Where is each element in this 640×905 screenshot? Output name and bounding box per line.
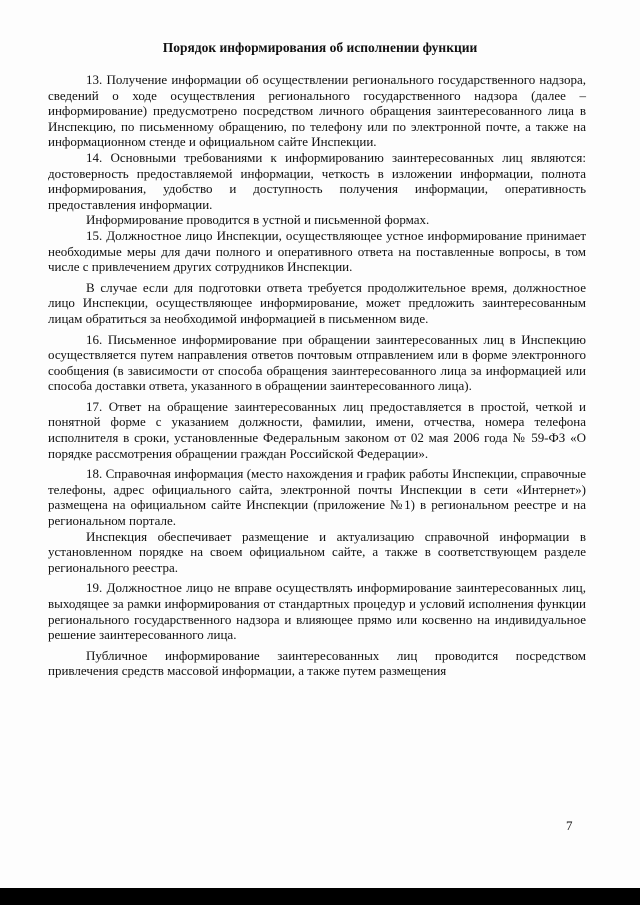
paragraph-16: 16. Письменное информирование при обращении заинтересованных лиц в Инспекцию осуществляется путем направления ответов почтовым отправлением или в форме электронного сообщения (в зависимости от способа обращения заинтересованного лица за информацией или способа доставки ответа, указанного в обращении заинтересованного лица). [48,331,586,394]
paragraph-19: 19. Должностное лицо не вправе осуществлять информирование заинтересованных лиц, выходящее за рамки информирования от стандартных процедур и условий исполнения функции регионального государственного надзора и влияющее прямо или косвенно на индивидуальное решение заинтересованного лица. [48,580,586,643]
page-number: 7 [566,818,573,833]
section-title: Порядок информирования об исполнении функции [162,40,478,55]
paragraph-13: 13. Получение информации об осуществлении регионального государственного надзора, сведений о ходе осуществления регионального государственного надзора (далее – информирование) предусмотрено посредством личного обращения заинтересованного лица в Инспекцию, по письменному обращению, по телефону или по электронной почте, а также на информационном стенде и официальном сайте Инспекции. [48,72,586,150]
paragraph-17: 17. Ответ на обращение заинтересованных лиц предоставляется в простой, четкой и понятной форме с указанием должности, фамилии, имени, отчества, номера телефона исполнителя в сроки, установленные Федеральным законом от 02 мая 2006 года № 59-ФЗ «О порядке рассмотрения обращении граждан Российской Федерации». [48,398,586,461]
document-body [48,72,586,679]
scan-bottom-edge [0,888,640,905]
paragraph-long-answer: В случае если для подготовки ответа требуется продолжительное время, должностное лицо Инспекции, осуществляющее информирование, может предложить заинтересованным лицам обратиться за необходимой информацией в письменном виде. [48,279,586,326]
paragraph-public-informing: Публичное информирование заинтересованных лиц проводится посредством привлечения средств массовой информации, а также путем размещения [48,647,586,679]
paragraph-18: 18. Справочная информация (место нахождения и график работы Инспекции, справочные телефоны, адрес официального сайта, электронной почты Инспекции в сети «Интернет») размещена на официальном сайте Инспекции (приложение №1) в региональном реестре и на региональном портале. [48,466,586,529]
paragraph-forms: Информирование проводится в устной и письменной формах. [86,212,430,228]
paragraph-15: 15. Должностное лицо Инспекции, осуществляющее устное информирование принимает необходимые меры для дачи полного и оперативного ответа на поставленные вопросы, в том числе с привлечением других сотрудников Инспекции. [48,227,586,275]
paragraph-inspection-ensures: Инспекция обеспечивает размещение и актуализацию справочной информации в установленном порядке на своем официальном сайте, а также в соответствующем разделе регионального реестра. [48,528,586,575]
paragraph-14: 14. Основными требованиями к информированию заинтересованных лиц являются: достоверность предоставляемой информации, четкость в изложении информации, полнота информирования, удобство и доступность получения информации, оперативность предоставления информации. [48,149,586,212]
